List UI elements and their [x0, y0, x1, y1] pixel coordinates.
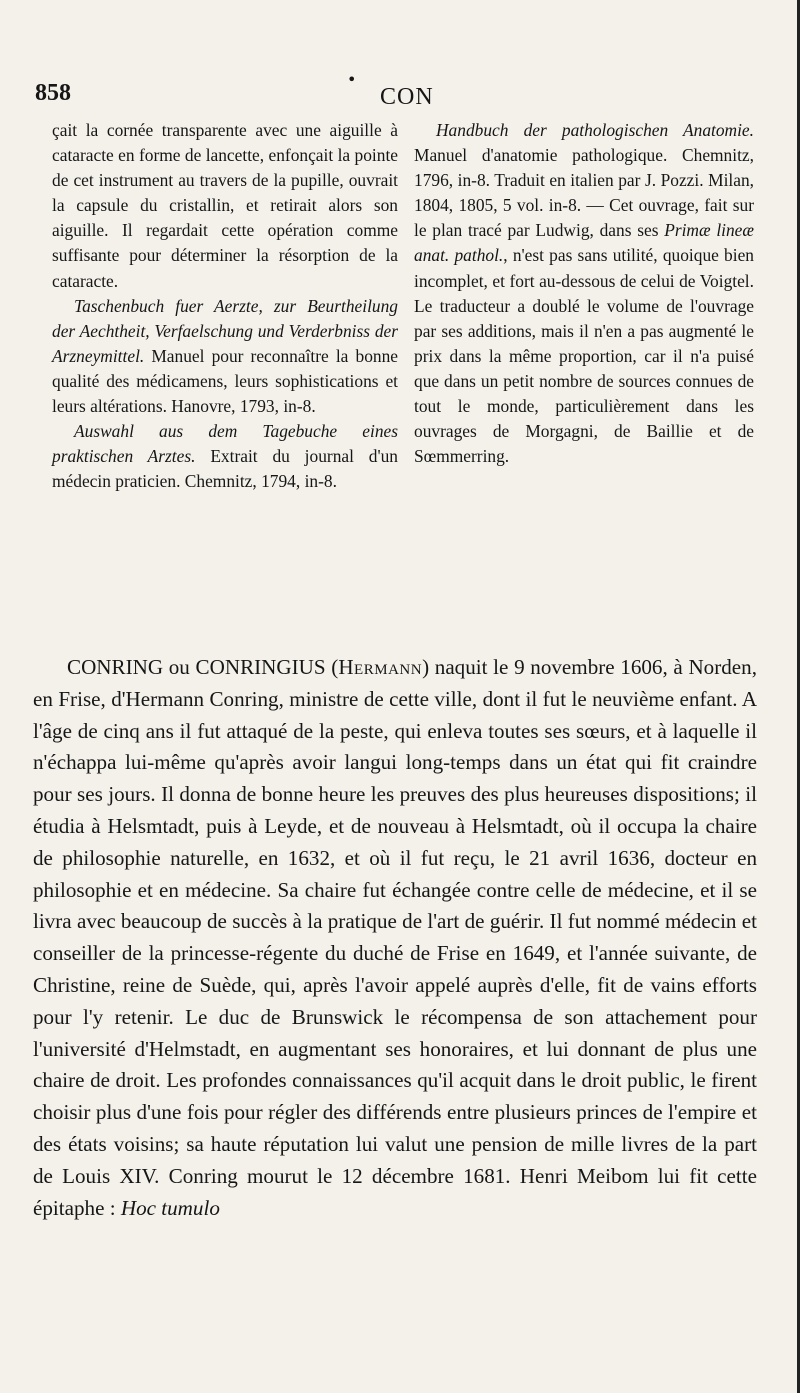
cited-title: Primæ lineæ anat. pathol.	[414, 220, 754, 266]
bibliography-entry-handbuch	[414, 118, 754, 469]
left-paragraph-continuation: çait la cornée transparente avec une aiguille à cataracte en forme de lancette, enfonçait la pointe de cet instrument au travers de la pupille, ouvrait la capsule du cristallin, et retirait alors son aiguille. Il regardait cette opération comme suffisante pour déterminer la résorption de la cataracte.	[52, 120, 398, 291]
article-first-name: Hermann	[338, 655, 423, 679]
article-body: naquit le 9 novembre 1606, à Norden, en Frise, d'Hermann Conring, ministre de cette ville, dont il fut le neuvième enfant. A l'âge de cinq ans il fut attaqué de la peste, qui enleva toutes ses sœurs, et à laquelle il n'échappa lui-même qu'après avoir langui long-temps dans un état qui fit craindre pour ses jours. Il donna de bonne heure les preuves des plus heureuses dispositions; il étudia à Helsmtadt, puis à Leyde, et de nouveau à Helsmtadt, où il occupa la chaire de philosophie naturelle, en 1632, et où il fut reçu, le 21 avril 1636, docteur en philosophie et en médecine. Sa chaire fut échangée contre celle de médecine, et il se livra avec beaucoup de succès à la pratique de l'art de guérir. Il fut nommé médecin et conseiller de la princesse-régente du duché de Frise en 1649, et l'année suivante, de Christine, reine de Suède, qui, après l'avoir appelé auprès d'elle, fit de vains efforts pour l'y retenir. Le duc de Brunswick le récompensa de son attachement pour l'université d'Helmstadt, en augmentant ses honoraires, et lui donnant de plus une chaire de droit. Les profondes connaissances qu'il acquit dans le droit public, le firent choisir plus d'une fois pour régler des différends entre plusieurs princes de l'empire et des états voisins; sa haute réputation lui valut une pension de mille livres de la part de Louis XIV. Conring mourut le 12 décembre 1681. Henri Meibom lui fit cette épitaphe :	[33, 655, 757, 1220]
right-column	[414, 118, 754, 469]
entry-text: Manuel d'anatomie pathologique. Chemnitz, 1796, in-8. Traduit en italien par J. Pozzi. Milan, 1804, 1805, 5 vol. in-8. — Cet ouvrage, fait sur le plan tracé par Ludwig, dans ses	[414, 145, 754, 241]
book-title: Auswahl aus dem Tagebuche eines praktischen Arztes.	[52, 421, 398, 467]
main-article	[33, 652, 757, 1224]
epitaph-start: Hoc tumulo	[120, 1195, 220, 1220]
page-header	[35, 70, 775, 114]
book-title: Handbuch der pathologischen Anatomie.	[436, 120, 754, 140]
book-title: Taschenbuch fuer Aerzte, zur Beurtheilung der Aechtheit, Verfaelschung und Verderbniss der Arzneymittel.	[52, 295, 398, 366]
header-dot: •	[347, 70, 357, 89]
entry-text: Extrait du journal d'un médecin praticien. Chemnitz, 1794, in-8.	[52, 446, 398, 492]
bibliography-entry-auswahl	[52, 419, 398, 494]
article-headword: CONRING ou CONRINGIUS	[67, 655, 326, 679]
entry-text: Manuel pour reconnaître la bonne qualité des médicamens, leurs sophistications et leurs altérations. Hanovre, 1793, in-8.	[52, 345, 398, 417]
entry-text-continued: , n'est pas sans utilité, quoique bien incomplet, et fort au-dessous de celui de Voigtel. Le traducteur a doublé le volume de l'ouvrage par ses additions, mais il n'en a pas augmenté le prix dans la même proportion, car il n'a puisé que dans un petit nombre de sources connues de tout le monde, particulièrement dans les ouvrages de Morgagni, de Baillie et de Sœmmerring.	[414, 245, 754, 467]
article-paragraph: CONRING ou CONRINGIUS (Hermann) naquit le 9 novembre 1606, à Norden, en Frise, d'Hermann Conring, ministre de cette ville, dont il fut le neuvième enfant. A l'âge de cinq ans il fut attaqué de la peste, qui enleva toutes ses sœurs, et à laquelle il n'échappa lui-même qu'après avoir langui long-temps dans un état qui fit craindre pour ses jours. Il donna de bonne heure les preuves des plus heureuses dispositions; il étudia à Helsmtadt, puis à Leyde, et de nouveau à Helsmtadt, où il occupa la chaire de philosophie naturelle, en 1632, et où il fut reçu, le 21 avril 1636, docteur en philosophie et en médecine. Sa chaire fut échangée contre celle de médecine, et il se livra avec beaucoup de succès à la pratique de l'art de guérir. Il fut nommé médecin et conseiller de la princesse-régente du duché de Frise en 1649, et l'année suivante, de Christine, reine de Suède, qui, après l'avoir appelé auprès d'elle, fit de vains efforts pour l'y retenir. Le duc de Brunswick le récompensa de son attachement pour l'université d'Helmstadt, en augmentant ses honoraires, et lui donnant de plus une chaire de droit. Les profondes connaissances qu'il acquit dans le droit public, le firent choisir plus d'une fois pour régler des différends entre plusieurs princes de l'empire et des états voisins; sa haute réputation lui valut une pension de mille livres de la part de Louis XIV. Conring mourut le 12 décembre 1681. Henri Meibom lui fit cette épitaphe : Hoc tumulo	[33, 655, 757, 1220]
page-number: 858	[35, 80, 71, 106]
running-head: CON	[380, 84, 434, 110]
bibliography-entry-taschenbuch	[52, 294, 398, 419]
left-column	[52, 118, 398, 494]
